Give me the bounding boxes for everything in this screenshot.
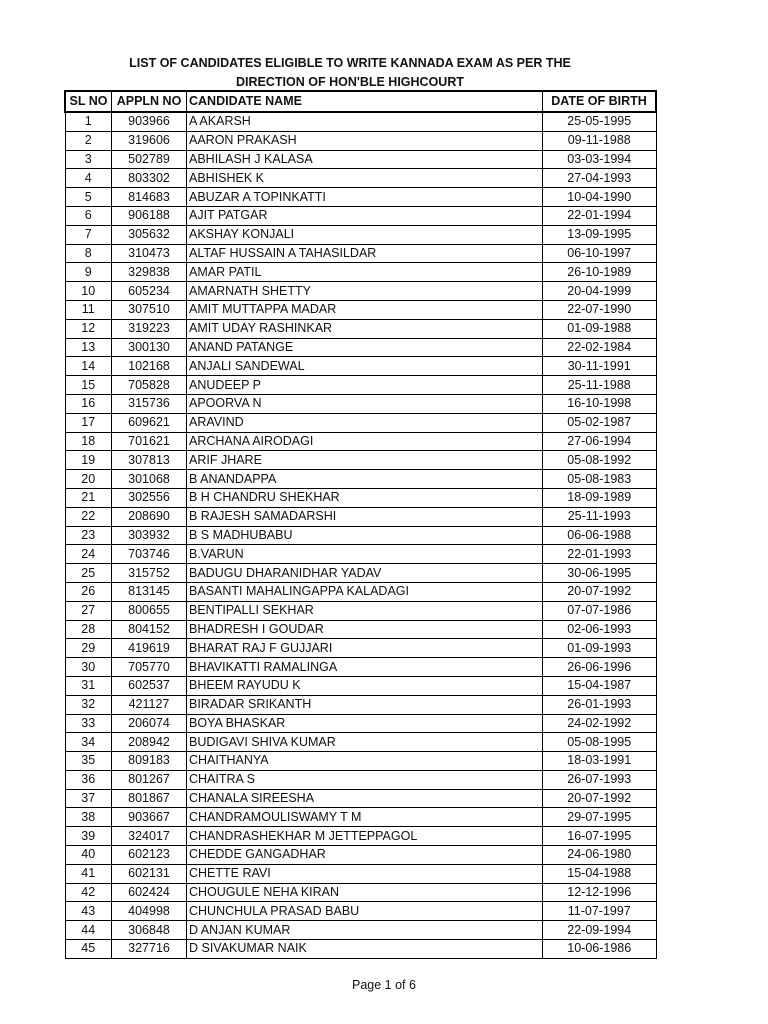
cell-sl-no: 1 <box>65 112 112 131</box>
table-row <box>65 206 656 225</box>
cell-date-of-birth: 05-08-1983 <box>543 470 657 489</box>
table-row <box>65 846 656 865</box>
cell-date-of-birth: 05-08-1995 <box>543 733 657 752</box>
cell-appln-no: 705770 <box>112 658 187 677</box>
cell-sl-no: 31 <box>65 676 112 695</box>
table-row <box>65 676 656 695</box>
cell-sl-no: 44 <box>65 921 112 940</box>
table-row <box>65 864 656 883</box>
cell-date-of-birth: 07-07-1986 <box>543 601 657 620</box>
cell-candidate-name: B RAJESH SAMADARSHI <box>187 507 543 526</box>
cell-sl-no: 27 <box>65 601 112 620</box>
cell-sl-no: 22 <box>65 507 112 526</box>
cell-candidate-name: B H CHANDRU SHEKHAR <box>187 488 543 507</box>
table-row <box>65 695 656 714</box>
cell-sl-no: 9 <box>65 263 112 282</box>
cell-appln-no: 602123 <box>112 846 187 865</box>
cell-candidate-name: AMARNATH SHETTY <box>187 282 543 301</box>
page-number: Page 1 of 6 <box>352 978 416 992</box>
cell-sl-no: 5 <box>65 188 112 207</box>
cell-candidate-name: ARIF JHARE <box>187 451 543 470</box>
cell-sl-no: 45 <box>65 940 112 959</box>
table-row <box>65 752 656 771</box>
cell-candidate-name: CHOUGULE NEHA KIRAN <box>187 883 543 902</box>
cell-candidate-name: AARON PRAKASH <box>187 131 543 150</box>
cell-date-of-birth: 25-11-1988 <box>543 376 657 395</box>
table-row <box>65 470 656 489</box>
cell-date-of-birth: 01-09-1993 <box>543 639 657 658</box>
cell-sl-no: 35 <box>65 752 112 771</box>
cell-candidate-name: BENTIPALLI SEKHAR <box>187 601 543 620</box>
table-row <box>65 921 656 940</box>
cell-appln-no: 319223 <box>112 319 187 338</box>
header-candidate-name: CANDIDATE NAME <box>187 91 543 112</box>
cell-appln-no: 814683 <box>112 188 187 207</box>
cell-date-of-birth: 22-01-1994 <box>543 206 657 225</box>
cell-appln-no: 801267 <box>112 770 187 789</box>
cell-date-of-birth: 18-03-1991 <box>543 752 657 771</box>
cell-appln-no: 705828 <box>112 376 187 395</box>
table-row <box>65 940 656 959</box>
cell-date-of-birth: 11-07-1997 <box>543 902 657 921</box>
cell-sl-no: 11 <box>65 300 112 319</box>
cell-appln-no: 421127 <box>112 695 187 714</box>
table-row <box>65 451 656 470</box>
cell-candidate-name: ARCHANA AIRODAGI <box>187 432 543 451</box>
cell-date-of-birth: 25-11-1993 <box>543 507 657 526</box>
cell-date-of-birth: 22-07-1990 <box>543 300 657 319</box>
cell-appln-no: 305632 <box>112 225 187 244</box>
table-row <box>65 244 656 263</box>
cell-candidate-name: BHADRESH I GOUDAR <box>187 620 543 639</box>
cell-sl-no: 8 <box>65 244 112 263</box>
table-row <box>65 188 656 207</box>
cell-candidate-name: BASANTI MAHALINGAPPA KALADAGI <box>187 582 543 601</box>
cell-sl-no: 29 <box>65 639 112 658</box>
table-row <box>65 883 656 902</box>
cell-sl-no: 7 <box>65 225 112 244</box>
cell-sl-no: 43 <box>65 902 112 921</box>
cell-date-of-birth: 30-06-1995 <box>543 564 657 583</box>
header-appln-no: APPLN NO <box>112 91 187 112</box>
cell-date-of-birth: 06-10-1997 <box>543 244 657 263</box>
cell-appln-no: 315752 <box>112 564 187 583</box>
cell-date-of-birth: 26-07-1993 <box>543 770 657 789</box>
cell-candidate-name: CHANDRAMOULISWAMY T M <box>187 808 543 827</box>
table-row <box>65 658 656 677</box>
table-row <box>65 357 656 376</box>
cell-appln-no: 906188 <box>112 206 187 225</box>
cell-date-of-birth: 26-10-1989 <box>543 263 657 282</box>
cell-candidate-name: B.VARUN <box>187 545 543 564</box>
cell-appln-no: 813145 <box>112 582 187 601</box>
cell-sl-no: 30 <box>65 658 112 677</box>
cell-sl-no: 24 <box>65 545 112 564</box>
cell-sl-no: 39 <box>65 827 112 846</box>
table-row <box>65 413 656 432</box>
table-row <box>65 714 656 733</box>
cell-appln-no: 605234 <box>112 282 187 301</box>
cell-candidate-name: BHAVIKATTI RAMALINGA <box>187 658 543 677</box>
cell-date-of-birth: 16-07-1995 <box>543 827 657 846</box>
cell-sl-no: 23 <box>65 526 112 545</box>
cell-date-of-birth: 10-04-1990 <box>543 188 657 207</box>
cell-sl-no: 16 <box>65 394 112 413</box>
cell-sl-no: 18 <box>65 432 112 451</box>
cell-candidate-name: AKSHAY KONJALI <box>187 225 543 244</box>
cell-candidate-name: BOYA BHASKAR <box>187 714 543 733</box>
cell-appln-no: 300130 <box>112 338 187 357</box>
cell-appln-no: 208690 <box>112 507 187 526</box>
cell-appln-no: 602131 <box>112 864 187 883</box>
table-row <box>65 827 656 846</box>
document-title <box>0 54 700 91</box>
cell-sl-no: 42 <box>65 883 112 902</box>
cell-sl-no: 6 <box>65 206 112 225</box>
cell-appln-no: 307813 <box>112 451 187 470</box>
cell-date-of-birth: 26-06-1996 <box>543 658 657 677</box>
cell-date-of-birth: 27-04-1993 <box>543 169 657 188</box>
cell-sl-no: 38 <box>65 808 112 827</box>
cell-sl-no: 15 <box>65 376 112 395</box>
table-row <box>65 601 656 620</box>
cell-date-of-birth: 05-02-1987 <box>543 413 657 432</box>
candidates-table <box>64 90 657 959</box>
cell-appln-no: 609621 <box>112 413 187 432</box>
cell-candidate-name: CHAITHANYA <box>187 752 543 771</box>
cell-date-of-birth: 15-04-1988 <box>543 864 657 883</box>
cell-appln-no: 502789 <box>112 150 187 169</box>
cell-appln-no: 903966 <box>112 112 187 131</box>
cell-candidate-name: CHEDDE GANGADHAR <box>187 846 543 865</box>
header-date-of-birth: DATE OF BIRTH <box>543 91 657 112</box>
cell-candidate-name: ANAND PATANGE <box>187 338 543 357</box>
cell-date-of-birth: 06-06-1988 <box>543 526 657 545</box>
cell-date-of-birth: 09-11-1988 <box>543 131 657 150</box>
table-row <box>65 582 656 601</box>
cell-sl-no: 3 <box>65 150 112 169</box>
cell-sl-no: 32 <box>65 695 112 714</box>
table-row <box>65 620 656 639</box>
table-row <box>65 564 656 583</box>
table-body <box>65 112 656 958</box>
cell-sl-no: 26 <box>65 582 112 601</box>
cell-candidate-name: ARAVIND <box>187 413 543 432</box>
cell-candidate-name: B S MADHUBABU <box>187 526 543 545</box>
cell-candidate-name: D ANJAN KUMAR <box>187 921 543 940</box>
header-sl-no: SL NO <box>65 91 112 112</box>
cell-date-of-birth: 15-04-1987 <box>543 676 657 695</box>
table-row <box>65 394 656 413</box>
cell-date-of-birth: 20-07-1992 <box>543 789 657 808</box>
cell-candidate-name: ANUDEEP P <box>187 376 543 395</box>
table-row <box>65 150 656 169</box>
cell-appln-no: 319606 <box>112 131 187 150</box>
table-row <box>65 770 656 789</box>
cell-date-of-birth: 16-10-1998 <box>543 394 657 413</box>
cell-sl-no: 14 <box>65 357 112 376</box>
cell-appln-no: 800655 <box>112 601 187 620</box>
cell-date-of-birth: 13-09-1995 <box>543 225 657 244</box>
cell-date-of-birth: 25-05-1995 <box>543 112 657 131</box>
cell-candidate-name: AMAR PATIL <box>187 263 543 282</box>
table-row <box>65 733 656 752</box>
table-row <box>65 225 656 244</box>
title-line-1: LIST OF CANDIDATES ELIGIBLE TO WRITE KANNADA EXAM AS PER THE <box>129 56 571 70</box>
cell-candidate-name: CHETTE RAVI <box>187 864 543 883</box>
table-row <box>65 507 656 526</box>
cell-date-of-birth: 22-09-1994 <box>543 921 657 940</box>
table-row <box>65 319 656 338</box>
table-row <box>65 902 656 921</box>
cell-sl-no: 2 <box>65 131 112 150</box>
table-row <box>65 639 656 658</box>
cell-date-of-birth: 27-06-1994 <box>543 432 657 451</box>
cell-sl-no: 17 <box>65 413 112 432</box>
cell-appln-no: 703746 <box>112 545 187 564</box>
cell-date-of-birth: 18-09-1989 <box>543 488 657 507</box>
cell-appln-no: 801867 <box>112 789 187 808</box>
cell-date-of-birth: 24-02-1992 <box>543 714 657 733</box>
cell-appln-no: 903667 <box>112 808 187 827</box>
cell-appln-no: 306848 <box>112 921 187 940</box>
cell-date-of-birth: 05-08-1992 <box>543 451 657 470</box>
cell-appln-no: 301068 <box>112 470 187 489</box>
cell-candidate-name: BUDIGAVI SHIVA KUMAR <box>187 733 543 752</box>
cell-appln-no: 329838 <box>112 263 187 282</box>
cell-appln-no: 602424 <box>112 883 187 902</box>
table-row <box>65 432 656 451</box>
cell-candidate-name: ABUZAR A TOPINKATTI <box>187 188 543 207</box>
cell-appln-no: 102168 <box>112 357 187 376</box>
cell-candidate-name: APOORVA N <box>187 394 543 413</box>
cell-date-of-birth: 26-01-1993 <box>543 695 657 714</box>
cell-date-of-birth: 20-07-1992 <box>543 582 657 601</box>
cell-date-of-birth: 01-09-1988 <box>543 319 657 338</box>
cell-appln-no: 310473 <box>112 244 187 263</box>
cell-date-of-birth: 10-06-1986 <box>543 940 657 959</box>
table-row <box>65 300 656 319</box>
cell-candidate-name: ANJALI SANDEWAL <box>187 357 543 376</box>
cell-appln-no: 206074 <box>112 714 187 733</box>
cell-sl-no: 33 <box>65 714 112 733</box>
cell-appln-no: 404998 <box>112 902 187 921</box>
cell-sl-no: 13 <box>65 338 112 357</box>
cell-date-of-birth: 12-12-1996 <box>543 883 657 902</box>
cell-date-of-birth: 20-04-1999 <box>543 282 657 301</box>
table-row <box>65 376 656 395</box>
cell-candidate-name: CHAITRA S <box>187 770 543 789</box>
cell-candidate-name: AMIT MUTTAPPA MADAR <box>187 300 543 319</box>
cell-candidate-name: ALTAF HUSSAIN A TAHASILDAR <box>187 244 543 263</box>
cell-candidate-name: AJIT PATGAR <box>187 206 543 225</box>
cell-sl-no: 28 <box>65 620 112 639</box>
cell-candidate-name: AMIT UDAY RASHINKAR <box>187 319 543 338</box>
cell-candidate-name: BHEEM RAYUDU K <box>187 676 543 695</box>
table-row <box>65 488 656 507</box>
table-row <box>65 282 656 301</box>
cell-date-of-birth: 24-06-1980 <box>543 846 657 865</box>
cell-candidate-name: A AKARSH <box>187 112 543 131</box>
cell-appln-no: 809183 <box>112 752 187 771</box>
cell-sl-no: 10 <box>65 282 112 301</box>
cell-candidate-name: D SIVAKUMAR NAIK <box>187 940 543 959</box>
cell-sl-no: 34 <box>65 733 112 752</box>
cell-sl-no: 19 <box>65 451 112 470</box>
cell-appln-no: 701621 <box>112 432 187 451</box>
table-header-row <box>65 91 656 112</box>
cell-candidate-name: B ANANDAPPA <box>187 470 543 489</box>
cell-appln-no: 324017 <box>112 827 187 846</box>
cell-date-of-birth: 02-06-1993 <box>543 620 657 639</box>
cell-date-of-birth: 03-03-1994 <box>543 150 657 169</box>
table-row <box>65 789 656 808</box>
cell-date-of-birth: 22-01-1993 <box>543 545 657 564</box>
cell-sl-no: 41 <box>65 864 112 883</box>
table-row <box>65 131 656 150</box>
cell-date-of-birth: 22-02-1984 <box>543 338 657 357</box>
cell-candidate-name: BADUGU DHARANIDHAR YADAV <box>187 564 543 583</box>
cell-candidate-name: ABHILASH J KALASA <box>187 150 543 169</box>
cell-sl-no: 12 <box>65 319 112 338</box>
table-row <box>65 169 656 188</box>
title-line-2: DIRECTION OF HON'BLE HIGHCOURT <box>236 74 464 89</box>
cell-sl-no: 36 <box>65 770 112 789</box>
cell-candidate-name: CHUNCHULA PRASAD BABU <box>187 902 543 921</box>
cell-date-of-birth: 29-07-1995 <box>543 808 657 827</box>
table-row <box>65 526 656 545</box>
table-row <box>65 112 656 131</box>
cell-appln-no: 803302 <box>112 169 187 188</box>
cell-appln-no: 327716 <box>112 940 187 959</box>
cell-appln-no: 419619 <box>112 639 187 658</box>
cell-sl-no: 37 <box>65 789 112 808</box>
cell-candidate-name: CHANALA SIREESHA <box>187 789 543 808</box>
cell-candidate-name: BIRADAR SRIKANTH <box>187 695 543 714</box>
cell-sl-no: 21 <box>65 488 112 507</box>
cell-candidate-name: ABHISHEK K <box>187 169 543 188</box>
table-row <box>65 338 656 357</box>
cell-candidate-name: BHARAT RAJ F GUJJARI <box>187 639 543 658</box>
cell-sl-no: 4 <box>65 169 112 188</box>
cell-appln-no: 307510 <box>112 300 187 319</box>
cell-appln-no: 208942 <box>112 733 187 752</box>
cell-date-of-birth: 30-11-1991 <box>543 357 657 376</box>
cell-appln-no: 804152 <box>112 620 187 639</box>
table-row <box>65 545 656 564</box>
cell-candidate-name: CHANDRASHEKHAR M JETTEPPAGOL <box>187 827 543 846</box>
cell-sl-no: 40 <box>65 846 112 865</box>
cell-appln-no: 602537 <box>112 676 187 695</box>
cell-appln-no: 303932 <box>112 526 187 545</box>
table-row <box>65 808 656 827</box>
table-row <box>65 263 656 282</box>
cell-sl-no: 20 <box>65 470 112 489</box>
cell-appln-no: 302556 <box>112 488 187 507</box>
cell-appln-no: 315736 <box>112 394 187 413</box>
cell-sl-no: 25 <box>65 564 112 583</box>
